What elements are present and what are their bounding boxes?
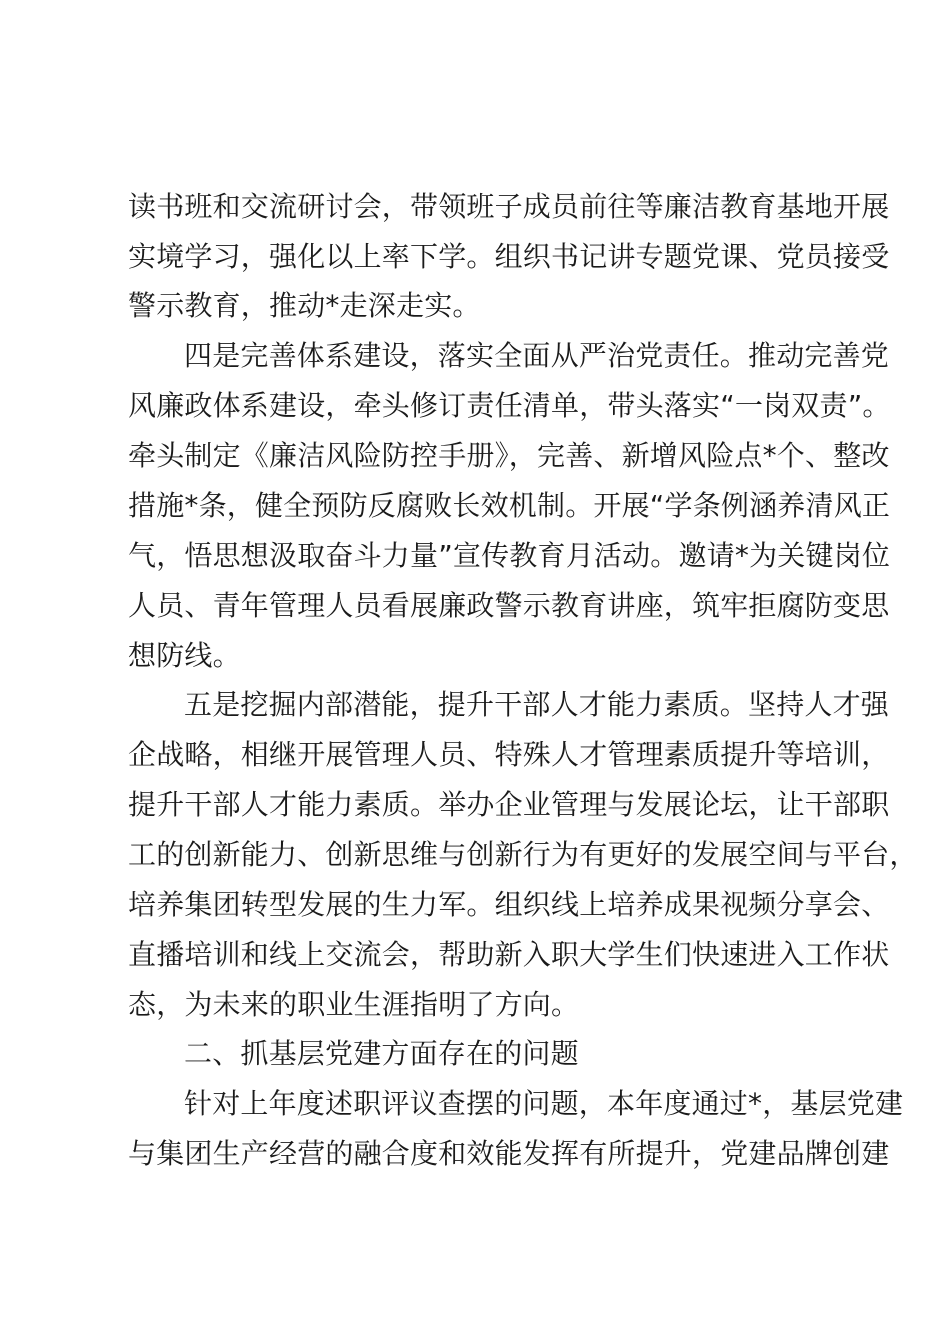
text-line: 牵头制定《廉洁风险防控手册》，完善、新增风险点*个、整改 — [128, 439, 890, 472]
text-line: 警示教育，推动*走深走实。 — [128, 289, 481, 322]
text-line: 态，为未来的职业生涯指明了方向。 — [128, 988, 580, 1021]
text-line: 读书班和交流研讨会，带领班子成员前往等廉洁教育基地开展 — [128, 190, 890, 223]
text-line: 直播培训和线上交流会，帮助新入职大学生们快速进入工作状 — [128, 938, 890, 971]
text-line: 措施*条，健全预防反腐败长效机制。开展“学条例涵养清风正 — [128, 489, 891, 522]
paragraph-heading-line: 五是挖掘内部潜能，提升干部人才能力素质。坚持人才强 — [184, 688, 890, 721]
text-line: 企战略，相继开展管理人员、特殊人才管理素质提升等培训， — [128, 738, 890, 771]
paragraph-heading-line: 四是完善体系建设，落实全面从严治党责任。推动完善党 — [184, 339, 890, 372]
text-line: 工的创新能力、创新思维与创新行为有更好的发展空间与平台， — [128, 838, 918, 871]
section-heading: 二、抓基层党建方面存在的问题 — [184, 1037, 579, 1070]
text-line: 实境学习，强化以上率下学。组织书记讲专题党课、党员接受 — [128, 240, 890, 273]
text-line: 人员、青年管理人员看展廉政警示教育讲座，筑牢拒腐防变思 — [128, 589, 890, 622]
text-line: 培养集团转型发展的生力军。组织线上培养成果视频分享会、 — [128, 888, 890, 921]
paragraph-first-line: 针对上年度述职评议查摆的问题，本年度通过*，基层党建 — [184, 1087, 904, 1120]
text-line: 想防线。 — [128, 639, 241, 672]
text-line: 气，悟思想汲取奋斗力量”宣传教育月活动。邀请*为关键岗位 — [128, 539, 891, 572]
text-line: 提升干部人才能力素质。举办企业管理与发展论坛，让干部职 — [128, 788, 890, 821]
text-line: 与集团生产经营的融合度和效能发挥有所提升，党建品牌创建 — [128, 1137, 890, 1170]
text-line: 风廉政体系建设，牵头修订责任清单，带头落实“一岗双责”。 — [128, 389, 891, 422]
